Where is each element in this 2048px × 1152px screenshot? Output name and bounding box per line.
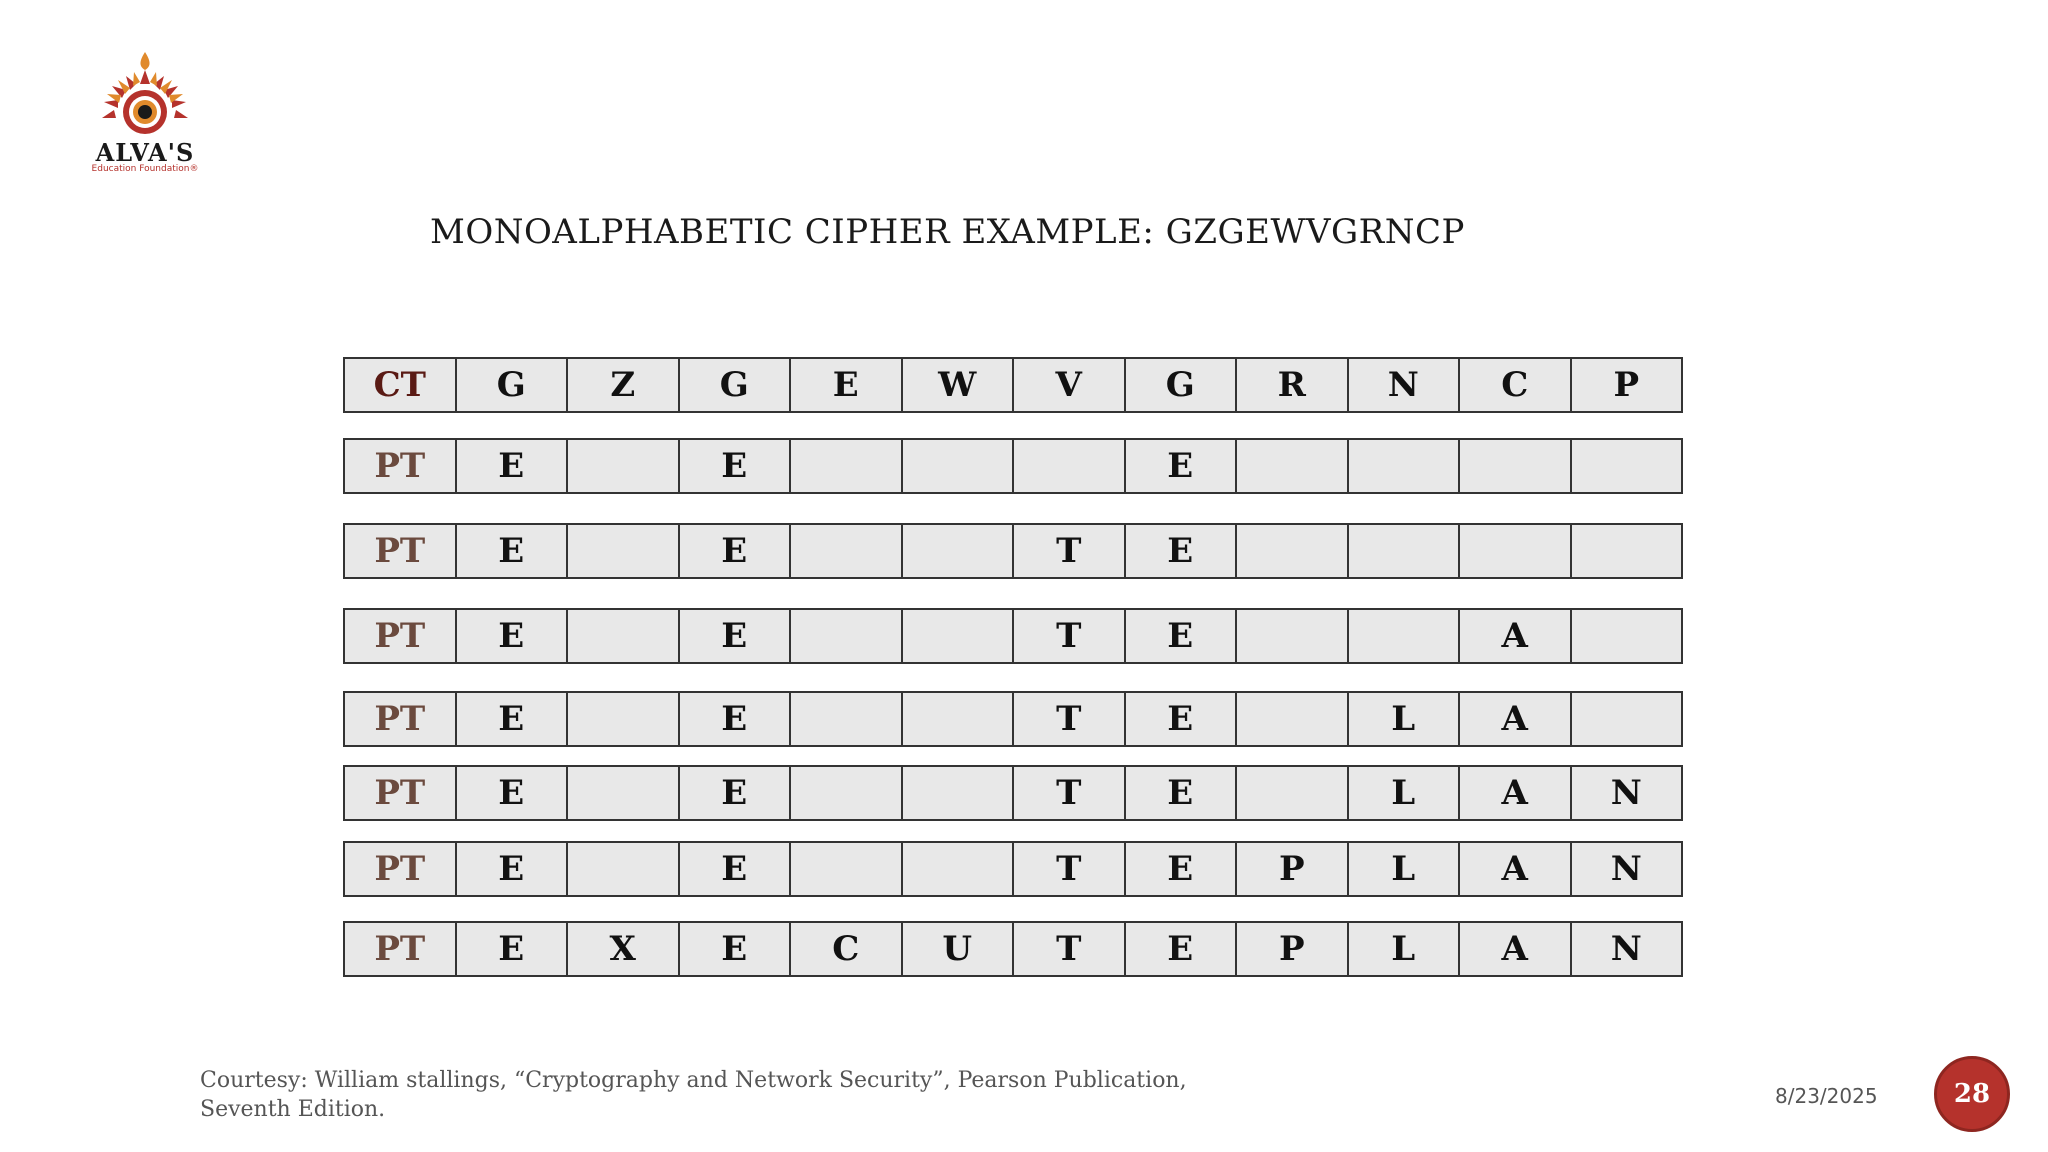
letter-cell: N <box>1570 767 1682 819</box>
letter-cell <box>1570 440 1682 492</box>
logo-name: ALVA'S <box>95 138 195 167</box>
plaintext-row <box>343 608 1683 664</box>
letter-cell: L <box>1347 693 1459 745</box>
letter-cell: E <box>455 610 567 662</box>
letter-cell <box>566 440 678 492</box>
letter-cell: G <box>678 359 790 411</box>
letter-cell: E <box>678 923 790 975</box>
alvas-emblem-icon <box>70 50 220 140</box>
letter-cell: C <box>1458 359 1570 411</box>
letter-cell <box>901 843 1013 895</box>
letter-cell <box>1012 440 1124 492</box>
letter-cell: P <box>1235 843 1347 895</box>
letter-cell <box>1458 525 1570 577</box>
row-label: PT <box>374 929 426 969</box>
letter-cell: L <box>1347 843 1459 895</box>
row-label: CT <box>373 365 426 405</box>
letter-cell <box>1347 610 1459 662</box>
letter-cell <box>1570 610 1682 662</box>
letter-cell <box>566 767 678 819</box>
letter-cell <box>789 843 901 895</box>
letter-cell <box>789 610 901 662</box>
letter-cell: P <box>1570 359 1682 411</box>
slide-title: MONOALPHABETIC CIPHER EXAMPLE: GZGEWVGRNCP <box>430 212 1465 252</box>
letter-cell: C <box>789 923 901 975</box>
logo-subtitle: Education Foundation® <box>91 164 199 174</box>
letter-cell: E <box>1124 440 1236 492</box>
plaintext-row <box>343 438 1683 494</box>
letter-cell: L <box>1347 767 1459 819</box>
letter-cell <box>566 610 678 662</box>
letter-cell: N <box>1347 359 1459 411</box>
plaintext-row <box>343 523 1683 579</box>
letter-cell: N <box>1570 923 1682 975</box>
letter-cell: Z <box>566 359 678 411</box>
row-label: PT <box>374 773 426 813</box>
letter-cell <box>566 525 678 577</box>
letter-cell <box>566 693 678 745</box>
letter-cell: T <box>1012 525 1124 577</box>
plaintext-row <box>343 691 1683 747</box>
letter-cell <box>901 693 1013 745</box>
letter-cell: X <box>566 923 678 975</box>
letter-cell <box>901 525 1013 577</box>
letter-cell <box>1235 525 1347 577</box>
letter-cell: E <box>789 359 901 411</box>
ciphertext-row <box>343 357 1683 413</box>
row-label: PT <box>374 699 426 739</box>
letter-cell: E <box>1124 610 1236 662</box>
letter-cell <box>901 767 1013 819</box>
letter-cell: A <box>1458 843 1570 895</box>
courtesy-line-2: Seventh Edition. <box>200 1097 386 1122</box>
letter-cell: E <box>455 440 567 492</box>
letter-cell: A <box>1458 610 1570 662</box>
letter-cell: G <box>1124 359 1236 411</box>
letter-cell: T <box>1012 693 1124 745</box>
letter-cell: W <box>901 359 1013 411</box>
page-number-badge <box>1934 1056 2010 1132</box>
letter-cell: E <box>455 923 567 975</box>
letter-cell: E <box>455 693 567 745</box>
letter-cell: E <box>1124 525 1236 577</box>
letter-cell: E <box>678 440 790 492</box>
letter-cell: T <box>1012 843 1124 895</box>
letter-cell <box>901 440 1013 492</box>
letter-cell: E <box>455 843 567 895</box>
letter-cell: E <box>678 693 790 745</box>
letter-cell: A <box>1458 923 1570 975</box>
plaintext-row <box>343 765 1683 821</box>
letter-cell: L <box>1347 923 1459 975</box>
letter-cell: E <box>678 767 790 819</box>
letter-cell <box>1235 767 1347 819</box>
letter-cell <box>566 843 678 895</box>
letter-cell: P <box>1235 923 1347 975</box>
letter-cell: R <box>1235 359 1347 411</box>
row-label: PT <box>374 446 426 486</box>
letter-cell <box>1570 525 1682 577</box>
row-label: PT <box>374 531 426 571</box>
alvas-logo <box>70 50 220 175</box>
letter-cell: N <box>1570 843 1682 895</box>
letter-cell: T <box>1012 923 1124 975</box>
page-number: 28 <box>1953 1079 1991 1109</box>
courtesy-line-1: Courtesy: William stallings, “Cryptography and Network Security”, Pearson Publication, <box>200 1068 1187 1093</box>
letter-cell: E <box>1124 693 1236 745</box>
letter-cell <box>789 525 901 577</box>
row-label: PT <box>374 616 426 656</box>
letter-cell: U <box>901 923 1013 975</box>
letter-cell <box>1235 440 1347 492</box>
letter-cell <box>1570 693 1682 745</box>
slide-date: 8/23/2025 <box>1775 1084 1878 1108</box>
letter-cell: T <box>1012 767 1124 819</box>
plaintext-row <box>343 841 1683 897</box>
letter-cell: E <box>1124 843 1236 895</box>
letter-cell: E <box>678 843 790 895</box>
letter-cell: A <box>1458 767 1570 819</box>
letter-cell: T <box>1012 610 1124 662</box>
row-label: PT <box>374 849 426 889</box>
letter-cell: E <box>455 767 567 819</box>
letter-cell <box>1235 693 1347 745</box>
plaintext-row <box>343 921 1683 977</box>
letter-cell: E <box>1124 767 1236 819</box>
letter-cell <box>1347 440 1459 492</box>
letter-cell: V <box>1012 359 1124 411</box>
letter-cell: E <box>678 610 790 662</box>
letter-cell <box>1235 610 1347 662</box>
letter-cell: E <box>1124 923 1236 975</box>
letter-cell <box>789 693 901 745</box>
letter-cell: A <box>1458 693 1570 745</box>
letter-cell: E <box>455 525 567 577</box>
letter-cell <box>901 610 1013 662</box>
letter-cell <box>1458 440 1570 492</box>
letter-cell: E <box>678 525 790 577</box>
letter-cell: G <box>455 359 567 411</box>
letter-cell <box>789 767 901 819</box>
letter-cell <box>1347 525 1459 577</box>
courtesy-note <box>200 1066 1187 1124</box>
letter-cell <box>789 440 901 492</box>
